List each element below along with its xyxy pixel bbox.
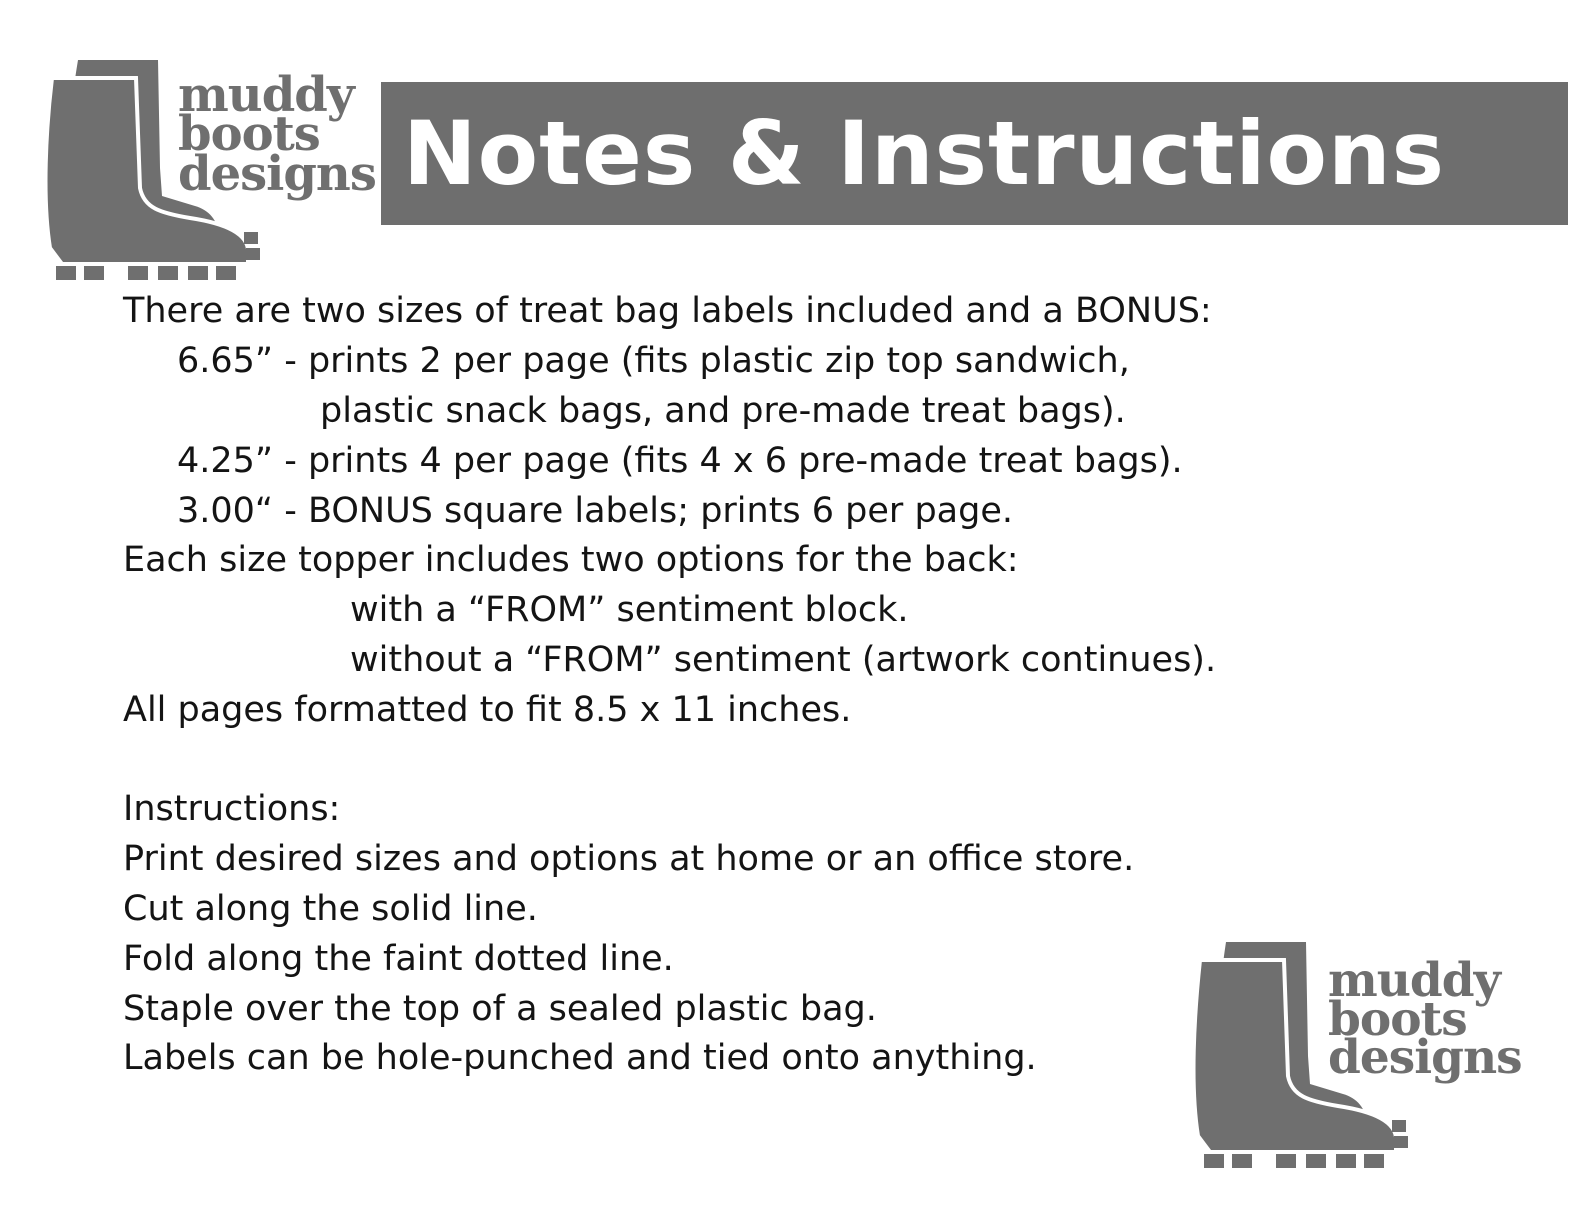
back-option-no-from: without a “FROM” sentiment (artwork continues).: [350, 640, 1217, 680]
page-title: Notes & Instructions: [381, 82, 1568, 225]
logo-wordmark: [178, 67, 376, 202]
size-option-4-25: 4.25” - prints 4 per page (fits 4 x 6 pre-made treat bags).: [177, 441, 1183, 481]
size-option-3-00: 3.00“ - BONUS square labels; prints 6 per page.: [177, 491, 1013, 531]
logo-word: designs: [1328, 1030, 1522, 1086]
logo-word: muddy: [1328, 953, 1500, 1008]
logo-wordmark: [1328, 953, 1522, 1086]
brand-logo-bottom: [1188, 936, 1528, 1176]
brand-logo-top: [40, 48, 380, 288]
size-option-6-65-cont: plastic snack bags, and pre-made treat bags).: [320, 391, 1126, 431]
logo-word: designs: [178, 145, 376, 202]
options-intro: Each size topper includes two options for the back:: [123, 540, 1019, 580]
instruction-step: Labels can be hole-punched and tied onto anything.: [123, 1038, 1037, 1078]
notes-intro: There are two sizes of treat bag labels included and a BONUS:: [123, 291, 1212, 331]
instruction-step: Cut along the solid line.: [123, 889, 538, 929]
logo-word: boots: [178, 106, 320, 163]
back-option-from: with a “FROM” sentiment block.: [350, 590, 909, 630]
format-note: All pages formatted to fit 8.5 x 11 inches.: [123, 690, 852, 730]
logo-word: boots: [1328, 991, 1467, 1047]
size-option-6-65: 6.65” - prints 2 per page (fits plastic zip top sandwich,: [177, 341, 1130, 381]
instruction-step: Staple over the top of a sealed plastic bag.: [123, 989, 877, 1029]
instructions-heading: Instructions:: [123, 789, 341, 829]
logo-word: muddy: [178, 67, 354, 123]
instruction-step: Print desired sizes and options at home or an office store.: [123, 839, 1135, 879]
instruction-step: Fold along the faint dotted line.: [123, 939, 674, 979]
